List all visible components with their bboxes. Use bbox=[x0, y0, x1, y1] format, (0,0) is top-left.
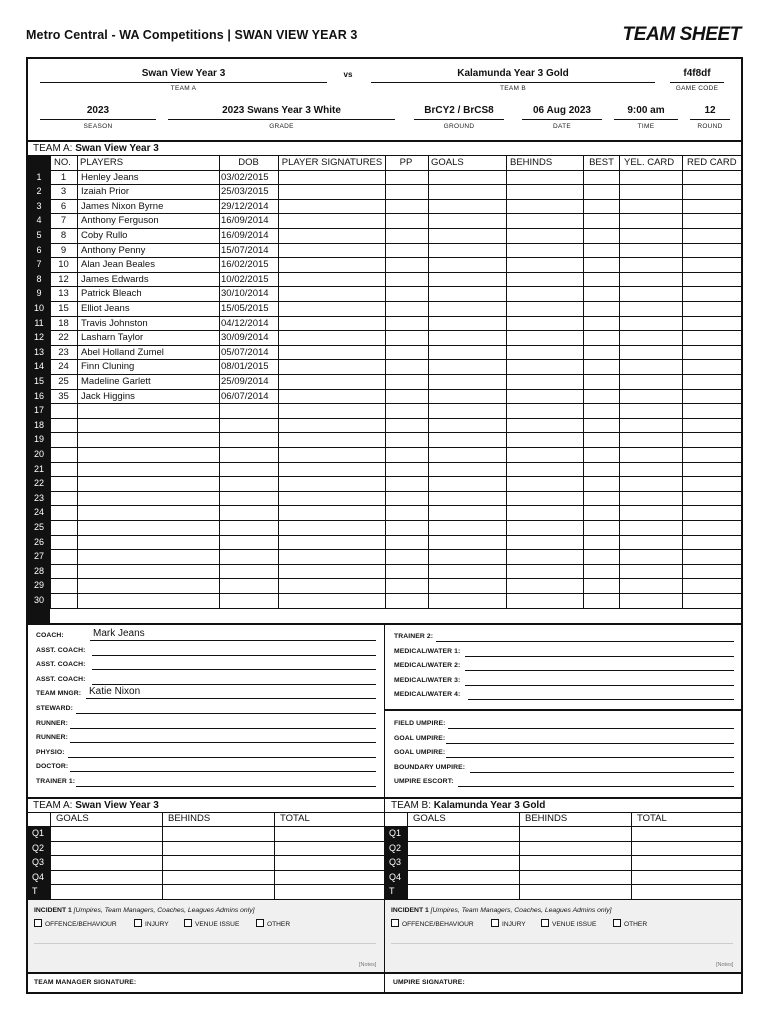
row-number: 24 bbox=[33, 507, 44, 518]
official-label: MEDICAL/WATER 1: bbox=[394, 647, 461, 655]
row-number: 3 bbox=[36, 200, 42, 211]
row-number: 15 bbox=[33, 375, 44, 386]
player-dob: 16/02/2015 bbox=[221, 259, 269, 271]
player-number: 3 bbox=[60, 186, 67, 198]
official-label: ASST. COACH: bbox=[36, 675, 86, 683]
row-number: 20 bbox=[33, 448, 44, 459]
col-goals: GOALS bbox=[431, 157, 464, 168]
official-label: COACH: bbox=[36, 632, 64, 639]
col-red-card: RED CARD bbox=[687, 157, 737, 168]
player-name: Henley Jeans bbox=[81, 171, 139, 183]
player-name: Patrick Bleach bbox=[81, 288, 142, 300]
official-label: BOUNDARY UMPIRE: bbox=[394, 763, 466, 771]
player-number: 7 bbox=[60, 215, 67, 227]
player-number: 13 bbox=[58, 288, 69, 300]
row-number: 28 bbox=[33, 565, 44, 576]
player-name: Finn Cluning bbox=[81, 361, 135, 373]
player-dob: 25/03/2015 bbox=[221, 186, 269, 198]
quarter-label: T bbox=[32, 886, 38, 897]
quarter-label: T bbox=[389, 886, 395, 897]
official-label: ASST. COACH: bbox=[36, 661, 86, 669]
player-number: 25 bbox=[58, 375, 69, 387]
player-dob: 06/07/2014 bbox=[221, 390, 269, 402]
row-number: 16 bbox=[33, 390, 44, 401]
quarter-label: Q1 bbox=[32, 828, 45, 838]
score-table-team-a bbox=[28, 812, 384, 899]
row-number: 1 bbox=[36, 171, 42, 182]
incident-title: INCIDENT 1 [Umpires, Team Managers, Coaches, Leagues Admins only] bbox=[391, 907, 612, 914]
incident-option-checkbox[interactable]: VENUE ISSUE bbox=[541, 919, 596, 928]
player-dob: 29/12/2014 bbox=[221, 200, 269, 212]
row-number: 30 bbox=[33, 594, 44, 605]
row-number: 2 bbox=[36, 186, 42, 197]
official-label: MEDICAL/WATER 4: bbox=[394, 691, 461, 699]
player-number: 1 bbox=[60, 171, 67, 183]
date-value: 06 Aug 2023 bbox=[533, 105, 591, 116]
player-number: 23 bbox=[58, 346, 69, 358]
official-label: STEWARD: bbox=[36, 705, 74, 712]
grade-value: 2023 Swans Year 3 White bbox=[222, 105, 341, 116]
player-name: Elliot Jeans bbox=[81, 302, 130, 314]
row-number-column bbox=[28, 155, 50, 623]
quarter-label: Q4 bbox=[389, 871, 402, 882]
official-label: TEAM MNGR: bbox=[36, 690, 82, 698]
row-number: 18 bbox=[33, 419, 44, 430]
incident-option-checkbox[interactable]: OFFENCE/BEHAVIOUR bbox=[34, 919, 117, 928]
incident-option-checkbox[interactable]: VENUE ISSUE bbox=[184, 919, 239, 928]
row-number: 27 bbox=[33, 551, 44, 562]
player-number: 8 bbox=[60, 229, 67, 241]
player-table bbox=[28, 155, 741, 623]
notes-label: [Notes] bbox=[716, 962, 734, 968]
row-number: 14 bbox=[33, 361, 44, 372]
notes-label: [Notes] bbox=[359, 962, 377, 968]
row-number: 26 bbox=[33, 536, 44, 547]
round-caption: ROUND bbox=[697, 123, 723, 130]
player-name: Abel Holland Zumel bbox=[81, 346, 164, 358]
quarter-label: Q3 bbox=[32, 857, 45, 868]
score-col-goals: GOALS bbox=[413, 813, 446, 824]
player-dob: 16/09/2014 bbox=[221, 229, 269, 241]
score-col-total: TOTAL bbox=[280, 813, 310, 824]
season-caption: SEASON bbox=[83, 123, 113, 130]
game-code-caption: GAME CODE bbox=[675, 85, 719, 92]
ground-caption: GROUND bbox=[443, 123, 475, 130]
team-b-name: Kalamunda Year 3 Gold bbox=[457, 68, 569, 79]
player-dob: 25/09/2014 bbox=[221, 375, 269, 387]
row-number: 23 bbox=[33, 492, 44, 503]
player-dob: 15/07/2014 bbox=[221, 244, 269, 256]
player-name: Anthony Ferguson bbox=[81, 215, 159, 227]
official-name: Katie Nixon bbox=[89, 686, 141, 698]
official-label: FIELD UMPIRE: bbox=[394, 720, 446, 727]
official-label: TRAINER 2: bbox=[394, 633, 434, 640]
col-dob: DOB bbox=[238, 157, 259, 168]
player-number: 22 bbox=[58, 332, 69, 344]
incident-option-checkbox[interactable]: INJURY bbox=[134, 919, 169, 928]
row-number: 19 bbox=[33, 434, 44, 445]
player-name: Lasharn Taylor bbox=[81, 332, 144, 344]
player-number: 12 bbox=[58, 273, 69, 285]
grade-caption: GRADE bbox=[269, 123, 294, 130]
quarter-label: Q4 bbox=[32, 871, 45, 882]
quarter-label: Q3 bbox=[389, 857, 402, 868]
player-name: Izaiah Prior bbox=[81, 186, 130, 198]
player-number: 18 bbox=[58, 317, 69, 329]
player-number: 24 bbox=[58, 361, 69, 373]
official-name: Mark Jeans bbox=[93, 628, 145, 639]
col-no: NO. bbox=[54, 157, 71, 168]
col-pp: PP bbox=[399, 157, 413, 168]
official-label: TRAINER 1: bbox=[36, 778, 76, 785]
round-value: 12 bbox=[704, 105, 716, 116]
official-label: UMPIRE ESCORT: bbox=[394, 778, 454, 786]
player-dob: 30/10/2014 bbox=[221, 288, 269, 300]
official-label: PHYSIO: bbox=[36, 748, 65, 756]
score-col-total: TOTAL bbox=[637, 813, 667, 824]
official-label: GOAL UMPIRE: bbox=[394, 749, 446, 757]
incident-option-checkbox[interactable]: OFFENCE/BEHAVIOUR bbox=[391, 919, 474, 928]
season-value: 2023 bbox=[86, 105, 110, 116]
official-label: GOAL UMPIRE: bbox=[394, 734, 446, 742]
player-name: James Edwards bbox=[81, 273, 149, 285]
time-value: 9:00 am bbox=[627, 105, 665, 116]
player-number: 15 bbox=[58, 302, 69, 314]
player-name: Anthony Penny bbox=[81, 244, 146, 256]
competition-title: Metro Central - WA Competitions | SWAN VIEW YEAR 3 bbox=[26, 28, 358, 42]
row-number: 29 bbox=[33, 580, 44, 591]
umpire-signature-label: UMPIRE SIGNATURE: bbox=[393, 979, 465, 986]
score-col-behinds: BEHINDS bbox=[168, 813, 211, 824]
team-a-name: Swan View Year 3 bbox=[141, 68, 226, 79]
quarter-label: Q2 bbox=[32, 842, 45, 853]
quarter-column bbox=[28, 826, 50, 899]
time-caption: TIME bbox=[637, 123, 655, 130]
row-number: 4 bbox=[36, 215, 42, 226]
row-number: 9 bbox=[36, 288, 42, 299]
row-number: 22 bbox=[33, 478, 44, 489]
row-number: 21 bbox=[33, 463, 44, 474]
player-dob: 08/01/2015 bbox=[221, 361, 269, 373]
player-name: Jack Higgins bbox=[81, 390, 135, 402]
col-behinds: BEHINDS bbox=[510, 157, 553, 168]
player-dob: 16/09/2014 bbox=[221, 215, 269, 227]
official-label: MEDICAL/WATER 2: bbox=[394, 662, 461, 670]
player-name: James Nixon Byrne bbox=[81, 200, 164, 212]
row-number: 7 bbox=[36, 259, 42, 270]
col-yellow-card: YEL. CARD bbox=[624, 157, 675, 168]
player-name: Alan Jean Beales bbox=[81, 259, 155, 271]
row-number: 6 bbox=[36, 244, 42, 255]
col-signatures: PLAYER SIGNATURES bbox=[281, 157, 383, 168]
incident-option-checkbox[interactable]: OTHER bbox=[613, 919, 647, 928]
official-label: MEDICAL/WATER 3: bbox=[394, 676, 461, 684]
player-dob: 30/09/2014 bbox=[221, 332, 269, 344]
row-number: 13 bbox=[33, 346, 44, 357]
score-table-team-b bbox=[385, 812, 741, 899]
player-dob: 03/02/2015 bbox=[221, 171, 269, 183]
score-col-behinds: BEHINDS bbox=[525, 813, 568, 824]
row-number: 10 bbox=[33, 302, 44, 313]
col-players: PLAYERS bbox=[80, 157, 124, 168]
official-label: RUNNER: bbox=[36, 734, 69, 742]
player-dob: 04/12/2014 bbox=[221, 317, 269, 329]
quarter-label: Q2 bbox=[389, 842, 402, 853]
player-dob: 10/02/2015 bbox=[221, 273, 269, 285]
player-name: Coby Rullo bbox=[81, 229, 128, 241]
team-manager-signature-label: TEAM MANAGER SIGNATURE: bbox=[34, 979, 137, 986]
vs-label: vs bbox=[343, 70, 353, 79]
official-label: ASST. COACH: bbox=[36, 646, 86, 654]
player-dob: 05/07/2014 bbox=[221, 346, 269, 358]
player-number: 9 bbox=[60, 244, 67, 256]
player-number: 6 bbox=[60, 200, 67, 212]
score-col-goals: GOALS bbox=[56, 813, 89, 824]
official-label: DOCTOR: bbox=[36, 763, 69, 771]
row-number: 5 bbox=[36, 229, 42, 240]
score-a-heading: TEAM A: Swan View Year 3 bbox=[33, 800, 159, 811]
row-number: 12 bbox=[33, 332, 44, 343]
sheet-title: TEAM SHEET bbox=[622, 24, 741, 45]
player-name: Travis Johnston bbox=[81, 317, 148, 329]
player-number: 10 bbox=[58, 259, 69, 271]
player-name: Madeline Garlett bbox=[81, 375, 151, 387]
row-number: 25 bbox=[33, 521, 44, 532]
team-b-caption: TEAM B bbox=[500, 85, 526, 92]
ground-value: BrCY2 / BrCS8 bbox=[424, 105, 494, 116]
quarter-column bbox=[385, 826, 407, 899]
game-code: f4f8df bbox=[683, 68, 711, 79]
incident-option-checkbox[interactable]: OTHER bbox=[256, 919, 290, 928]
quarter-label: Q1 bbox=[389, 828, 402, 838]
date-caption: DATE bbox=[552, 123, 572, 130]
row-number: 17 bbox=[33, 405, 44, 416]
row-number: 8 bbox=[36, 273, 42, 284]
incident-option-checkbox[interactable]: INJURY bbox=[491, 919, 526, 928]
official-label: RUNNER: bbox=[36, 719, 69, 727]
incident-title: INCIDENT 1 [Umpires, Team Managers, Coaches, Leagues Admins only] bbox=[34, 907, 255, 914]
col-best: BEST bbox=[589, 157, 614, 168]
player-number: 35 bbox=[58, 390, 69, 402]
player-dob: 15/05/2015 bbox=[221, 302, 269, 314]
team-a-caption: TEAM A bbox=[170, 85, 197, 92]
team-sheet bbox=[26, 57, 743, 994]
row-number: 11 bbox=[34, 317, 44, 328]
score-b-heading: TEAM B: Kalamunda Year 3 Gold bbox=[391, 800, 546, 811]
roster-heading: TEAM A: Swan View Year 3 bbox=[33, 143, 159, 154]
